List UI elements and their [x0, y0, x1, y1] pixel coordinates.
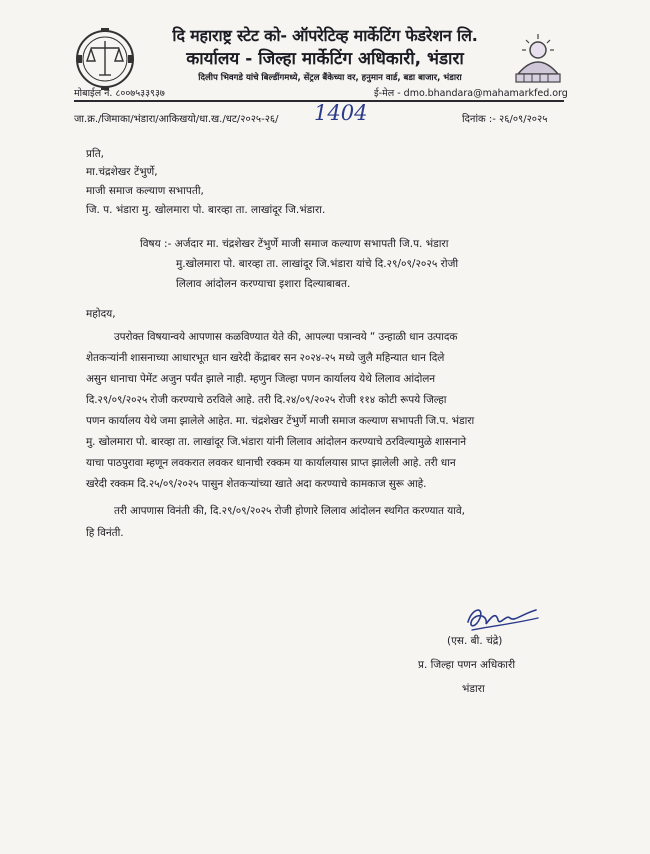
- signatory-designation: प्र. जिल्हा पणन अधिकारी: [418, 659, 516, 671]
- office-address: दिलीप भिवगडे यांचे बिल्डींगमध्ये, सेंट्रल बैंकेच्या वर, हनुमान वार्ड, बडा बाजार, भंडारा: [198, 73, 462, 83]
- mobile-number: मोबाईल नं. ८००७५३३९३७: [74, 88, 165, 99]
- body-line: खरेदी रक्कम दि.२५/०९/२०२५ पासुन शेतकऱ्यांच्या खाते अदा करण्याचे कामकाज सुरू आहे.: [86, 478, 427, 490]
- recipient-name: मा.चंद्रशेखर टेंभुर्णे,: [86, 166, 158, 178]
- body-line: तरी आपणास विनंती की, दि.२९/०९/२०२५ रोजी होणारे लिलाव आंदोलन स्थगित करण्यात यावे,: [114, 505, 465, 517]
- salutation: महोदय,: [86, 308, 116, 320]
- subject-line: लिलाव आंदोलन करण्याचा इशारा दिल्याबाबत.: [176, 278, 351, 290]
- body-line: पणन कार्यालय येथे जमा झालेले आहेत. मा. चंद्रशेखर टेंभुर्णे माजी समाज कल्याण सभापती जि.प. भंडारा: [86, 415, 475, 427]
- email-address: ई-मेल - dmo.bhandara@mahamarkfed.org: [374, 88, 568, 99]
- body-line: मु. खोलमारा पो. बारव्हा ता. लाखांदूर जि.भंडारा यांनी लिलाव आंदोलन करण्याचे ठरविल्यामुळे शासनाने: [86, 436, 466, 448]
- body-line: असुन धानाचा पेमेंट अजुन पर्यंत झाले नाही. म्हणुन जिल्हा पणन कार्यालय येथे लिलाव आंदोलन: [86, 373, 435, 385]
- recipient-address: जि. प. भंडारा मु. खोलमारा पो. बारव्हा ता. लाखांदूर जि.भंडारा.: [86, 204, 326, 216]
- signature-icon: [462, 602, 542, 636]
- body-line: शेतकऱ्यांनी शासनाच्या आधारभूत धान खरेदी केंद्राबर सन २०२४-२५ मध्ये जुलै महिन्यात धान दिले: [86, 352, 445, 364]
- handwritten-outward-number: 1404: [314, 101, 368, 125]
- body-line: दि.२९/०९/२०२५ रोजी करण्याचे ठरविले आहे. तरी दि.२४/०९/२०२५ रोजी ११४ कोटी रूपये जिल्हा: [86, 394, 447, 406]
- letter-date: दिनांक :- २६/०९/२०२५: [462, 114, 548, 125]
- office-name: कार्यालय - जिल्हा मार्केटिंग अधिकारी, भंडारा: [186, 49, 464, 69]
- reference-number: जा.क्र./जिमाका/भंडारा/आकिखयो/धा.ख./धट/२०२५-२६/: [74, 114, 279, 125]
- recipient-designation: माजी समाज कल्याण सभापती,: [86, 185, 204, 197]
- signatory-name: (एस. बी. चंद्रे): [447, 635, 503, 647]
- organization-name: दि महाराष्ट्र स्टेट को- ऑपरेटिव्ह मार्केटिंग फेडरेशन लि.: [172, 26, 478, 45]
- recipient-prefix: प्रति,: [86, 148, 105, 160]
- body-line: याचा पाठपुरावा म्हणून लवकरात लवकर धानाची रक्कम या कार्यालयास प्राप्त झालेली आहे. तरी धान: [86, 457, 456, 469]
- subject-line: मु.खोलमारा पो. बारव्हा ता. लाखांदूर जि.भंडारा यांचे दि.२९/०९/२०२५ रोजी: [176, 258, 459, 270]
- body-line: हि विनंती.: [86, 527, 124, 539]
- subject-line: विषय :- अर्जदार मा. चंद्रशेखर टेंभुर्णे माजी समाज कल्याण सभापती जि.प. भंडारा: [140, 238, 449, 250]
- signatory-place: भंडारा: [462, 683, 485, 695]
- body-line: उपरोक्त विषयान्वये आपणास कळविण्यात येते की, आपल्या पत्रान्वये “ उन्हाळी धान उत्पादक: [114, 331, 458, 343]
